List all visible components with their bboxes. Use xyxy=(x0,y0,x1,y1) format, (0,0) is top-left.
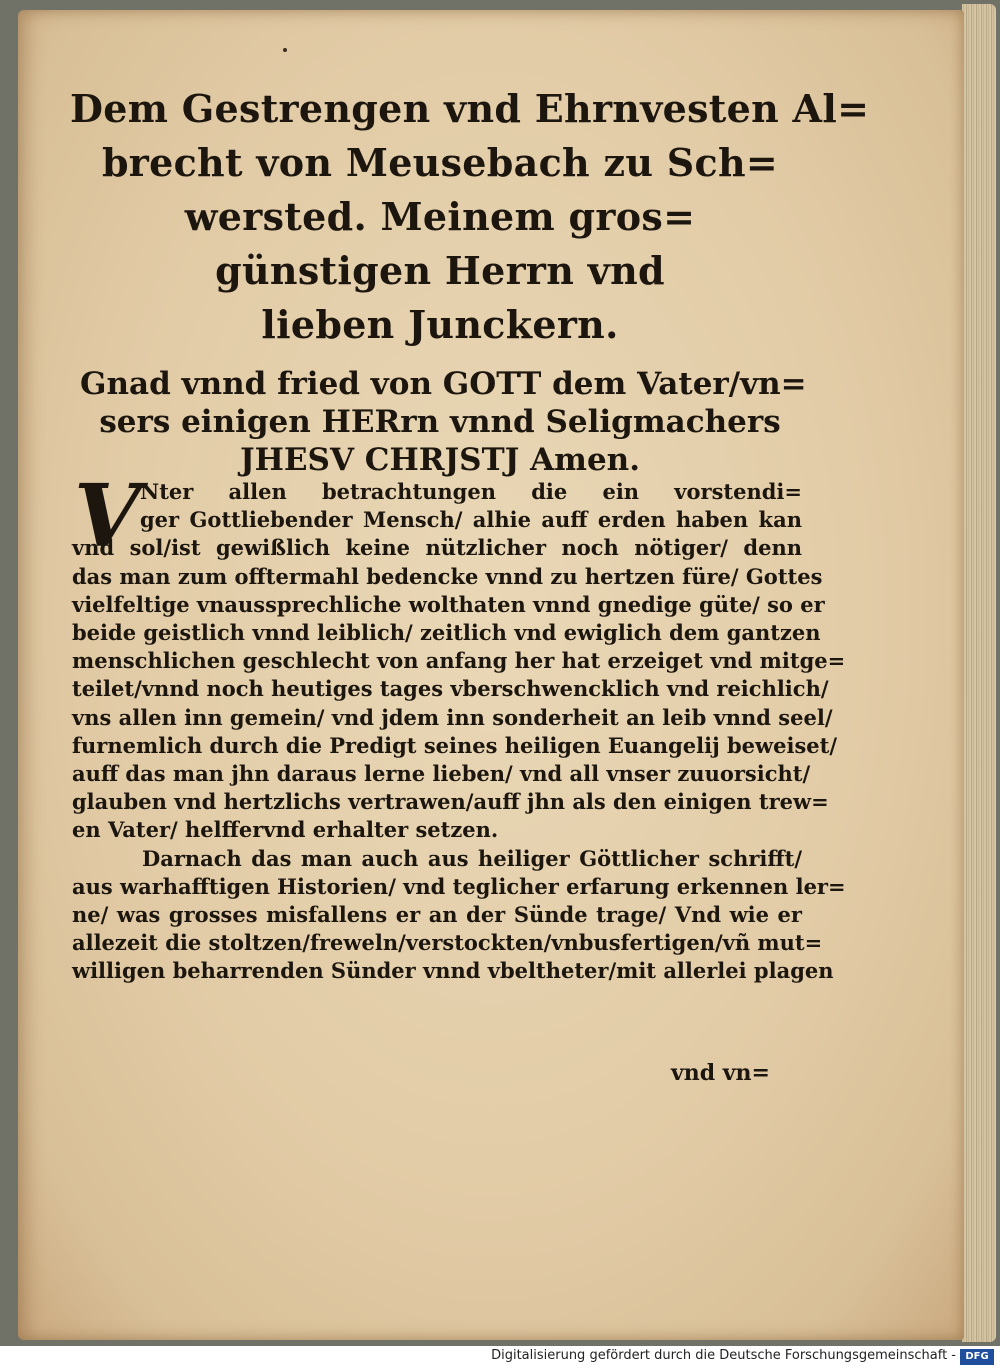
body-line: das man zum offtermahl bedencke vnnd zu hertzen füre/ Gottes xyxy=(72,563,823,589)
greeting-line: sers einigen HERrn vnnd Seligmachers xyxy=(99,404,781,440)
greeting-line: Gnad vnnd fried von GOTT dem Vater/vn= xyxy=(80,366,807,402)
body-line: willigen beharrenden Sünder vnnd vbeltheter/mit allerlei plagen xyxy=(72,958,834,984)
dedication-line: wersted. Meinem gros= xyxy=(184,194,696,239)
ink-dot xyxy=(283,48,287,52)
footer-credit: Digitalisierung gefördert durch die Deutsche Forschungsgemeinschaft - xyxy=(491,1348,956,1363)
body-line: glauben vnd hertzlichs vertrawen/auff jhn als den einigen trew= xyxy=(72,789,829,815)
body-line: ne/ was grosses misfallens er an der Sünde trage/ Vnd wie er xyxy=(72,902,802,928)
dedication-line: Dem Gestrengen vnd Ehrnvesten Al= xyxy=(70,86,870,131)
dedication-line: günstigen Herrn vnd xyxy=(215,248,665,293)
decorated-initial: V xyxy=(74,466,141,567)
body-line: menschlichen geschlecht von anfang her hat erzeiget vnd mitge= xyxy=(72,648,846,674)
body-line: beide geistlich vnnd leiblich/ zeitlich vnd ewiglich dem gantzen xyxy=(72,620,821,646)
body-text xyxy=(72,466,846,986)
body-line: teilet/vnnd noch heutiges tages vberschwencklich vnd reichlich/ xyxy=(72,676,829,702)
dedication-heading xyxy=(70,82,870,352)
dfg-logo-icon: DFG xyxy=(960,1349,994,1365)
body-line: furnemlich durch die Predigt seines heiligen Euangelij beweiset/ xyxy=(72,732,838,758)
body-line: Nter allen betrachtungen die ein vorstendi= xyxy=(140,479,802,504)
body-line: vns allen inn gemein/ vnd jdem inn sonderheit an leib vnnd seel/ xyxy=(72,704,833,730)
body-line: auff das man jhn daraus lerne lieben/ vnd all vnser zuuorsicht/ xyxy=(72,761,811,787)
body-line: en Vater/ helffervnd erhalter setzen. xyxy=(72,817,499,843)
dedication-line: brecht von Meusebach zu Sch= xyxy=(101,140,779,185)
body-line: Darnach das man auch aus heiliger Göttlicher schrifft/ xyxy=(142,845,802,871)
greeting-line: JHESV CHRJSTJ Amen. xyxy=(239,442,641,478)
footer-bar xyxy=(0,1346,1000,1368)
body-line: vielfeltige vnaussprechliche wolthaten vnnd gnedige güte/ so er xyxy=(72,591,825,617)
body-line: allezeit die stoltzen/freweln/verstockten/vnbusfertigen/vñ mut= xyxy=(72,930,823,956)
body-line: vnd sol/ist gewißlich keine nützlicher noch nötiger/ denn xyxy=(72,535,802,561)
greeting-block xyxy=(80,365,807,479)
body-line: ger Gottliebender Mensch/ alhie auff erden haben kan xyxy=(140,507,802,533)
catchword: vnd vn= xyxy=(670,1060,770,1086)
body-line: aus warhafftigen Historien/ vnd teglicher erfarung erkennen ler= xyxy=(72,873,846,899)
book-page-edges xyxy=(962,4,996,1342)
dedication-line: lieben Junckern. xyxy=(261,302,619,347)
